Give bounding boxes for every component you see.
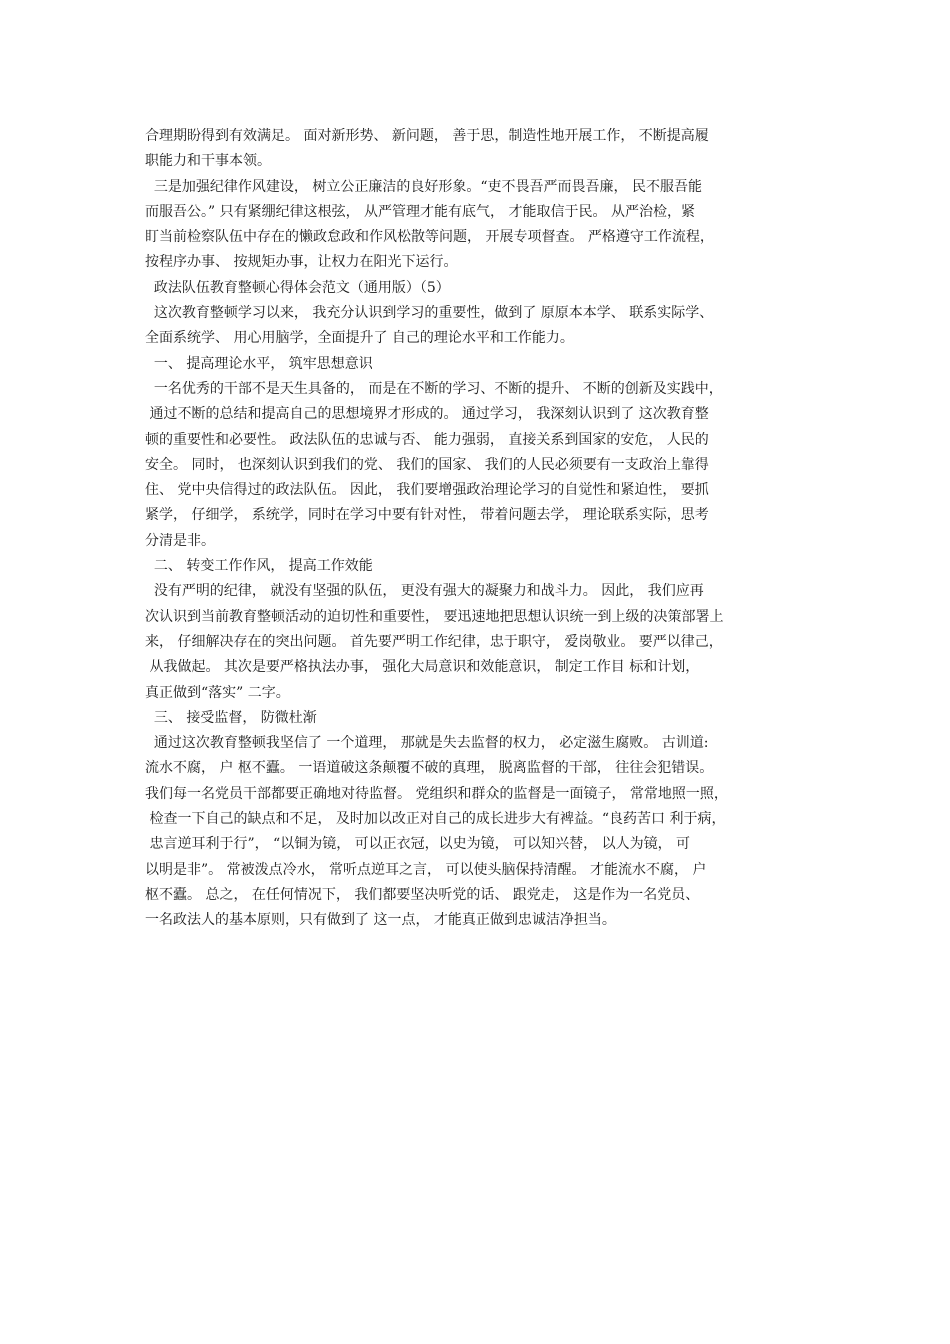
text-line: 盯当前检察队伍中存在的懒政怠政和作风松散等问题， 开展专项督查。 严格遵守工作流程，: [145, 229, 714, 246]
text-line: 次认识到当前教育整顿活动的迫切性和重要性， 要迅速地把思想认识统一到上级的决策部署上: [145, 608, 724, 625]
text-line: 分清是非。: [145, 532, 215, 549]
text-line: 三是加强纪律作风建设， 树立公正廉洁的良好形象。“吏不畏吾严而畏吾廉， 民不服吾能: [145, 178, 702, 195]
text-line: 来， 仔细解决存在的突出问题。 首先要严明工作纪律，忠于职守， 爱岗敬业。 要严以律己，: [145, 633, 723, 650]
text-line: 通过不断的总结和提高自己的思想境界才形成的。 通过学习， 我深刻认识到了 这次教育整: [145, 406, 709, 423]
text-line: 一名优秀的干部不是天生具备的， 而是在不断的学习、不断的提升、 不断的创新及实践中，: [145, 380, 723, 397]
text-line: 没有严明的纪律， 就没有坚强的队伍， 更没有强大的凝聚力和战斗力。 因此， 我们应再: [145, 583, 704, 600]
text-line: 安全。 同时， 也深刻认识到我们的党、 我们的国家、 我们的人民必须要有一支政治上靠得: [145, 456, 709, 473]
text-line: 检查一下自己的缺点和不足， 及时加以改正对自己的成长进步大有裨益。“良药苦口 利于病，: [145, 811, 726, 828]
section-heading: 二、 转变工作作风， 提高工作效能: [145, 558, 373, 575]
text-line: 这次教育整顿学习以来， 我充分认识到学习的重要性，做到了 原原本本学、 联系实际学、: [145, 305, 714, 322]
section-heading: 三、 接受监督， 防微杜渐: [145, 709, 317, 726]
text-line: 全面系统学、 用心用脑学，全面提升了 自己的理论水平和工作能力。: [145, 330, 574, 347]
text-line: 而服吾公。” 只有紧绷纪律这根弦， 从严管理才能有底气， 才能取信于民。 从严治检，紧: [145, 203, 695, 220]
text-line: 枢不蠹。 总之， 在任何情况下， 我们都要坚决听党的话、 跟党走， 这是作为一名党员、: [145, 886, 700, 903]
text-line: 以明是非”。 常被泼点冷水， 常听点逆耳之言， 可以使头脑保持清醒。 才能流水不腐， 户: [145, 861, 707, 878]
text-line: 流水不腐， 户 枢不蠹。 一语道破这条颠覆不破的真理， 脱离监督的干部， 往往会犯错误。: [145, 760, 714, 777]
document-body: [145, 124, 815, 934]
section-title: 政法队伍教育整顿心得体会范文（通用版）（5）: [145, 279, 450, 296]
text-line: 我们每一名党员干部都要正确地对待监督。 党组织和群众的监督是一面镜子， 常常地照一照，: [145, 785, 728, 802]
text-line: 忠言逆耳利于行”， “以铜为镜， 可以正衣冠，以史为镜， 可以知兴替， 以人为镜， 可: [145, 836, 691, 853]
text-line: 合理期盼得到有效满足。 面对新形势、 新问题， 善于思，制造性地开展工作， 不断提高履: [145, 128, 709, 144]
text-line: 从我做起。 其次是要严格执法办事， 强化大局意识和效能意识， 制定工作目 标和计划，: [145, 659, 700, 676]
text-line: 紧学， 仔细学， 系统学，同时在学习中要有针对性， 带着问题去学， 理论联系实际，思考: [145, 507, 709, 524]
text-line: 真正做到“落实” 二字。: [145, 684, 290, 701]
text-line: 职能力和干事本领。: [145, 153, 271, 170]
text-line: 住、 党中央信得过的政法队伍。 因此， 我们要增强政治理论学习的自觉性和紧迫性， 要抓: [145, 482, 709, 499]
text-line: 顿的重要性和必要性。 政法队伍的忠诚与否、 能力强弱， 直接关系到国家的安危， 人民的: [145, 431, 709, 448]
text-line: 一名政法人的基本原则，只有做到了 这一点， 才能真正做到忠诚洁净担当。: [145, 912, 616, 929]
text-line: 按程序办事、 按规矩办事，让权力在阳光下运行。: [145, 254, 458, 271]
text-line: 通过这次教育整顿我坚信了 一个道理， 那就是失去监督的权力， 必定滋生腐败。 古训道:: [145, 735, 709, 752]
section-heading: 一、 提高理论水平， 筑牢思想意识: [145, 355, 373, 372]
